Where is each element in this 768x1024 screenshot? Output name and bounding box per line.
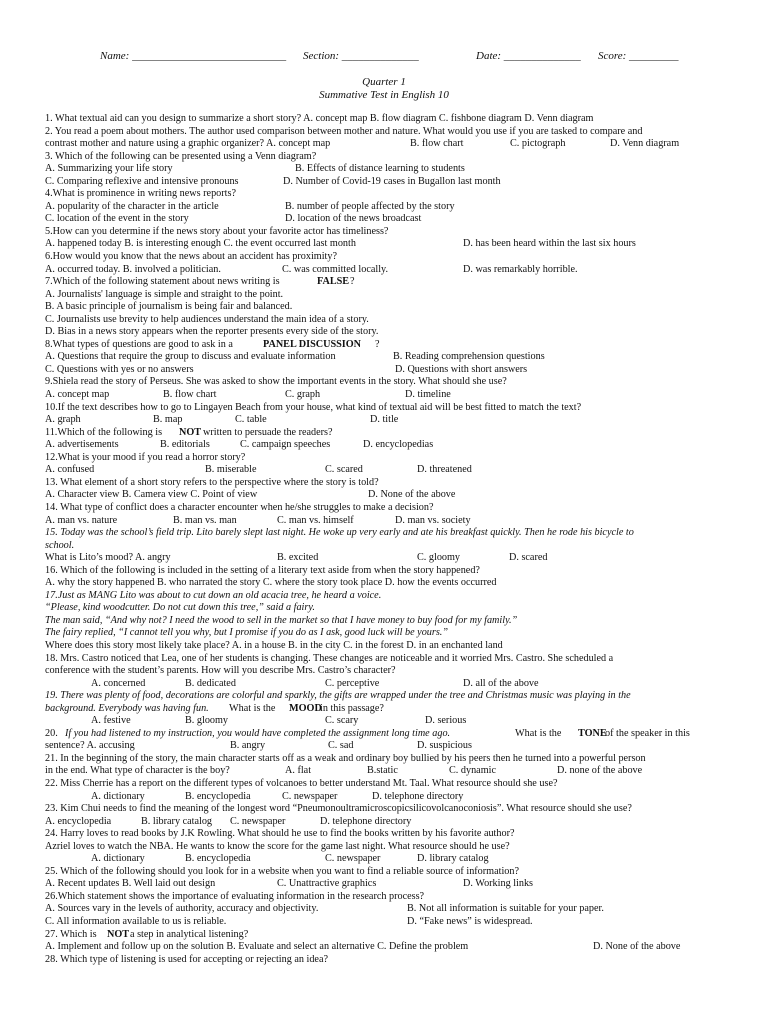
question-line <box>45 527 735 540</box>
line-text: What is the <box>515 727 562 739</box>
line-text: 4.What is prominence in writing news reports? <box>45 188 236 200</box>
line-text: TONE <box>578 727 607 739</box>
line-text: D. library catalog <box>417 853 489 865</box>
question-line <box>45 364 735 377</box>
question-line <box>45 326 735 339</box>
line-text: 12.What is your mood if you read a horror story? <box>45 451 246 463</box>
question-line <box>45 113 735 126</box>
line-text: B. angry <box>230 740 266 752</box>
line-text: ? <box>375 338 380 350</box>
line-text: B. man vs. man <box>173 514 237 526</box>
line-text: B. number of people affected by the story <box>285 200 455 212</box>
line-text: D. “Fake news” is widespread. <box>407 916 533 927</box>
question-line <box>45 941 735 954</box>
question-line <box>45 878 735 891</box>
question-line <box>45 703 735 716</box>
question-line <box>45 753 735 766</box>
line-text: 5.How can you determine if the news story about your favorite actor has timeliness? <box>45 225 389 237</box>
question-line <box>45 552 735 565</box>
line-text: D. Venn diagram <box>610 138 680 150</box>
line-text: D. man vs. society <box>395 514 471 526</box>
question-line <box>45 414 735 427</box>
question-line <box>45 841 735 854</box>
line-text: 26.Which statement shows the importance of evaluating information in the research process? <box>45 890 425 902</box>
line-text: ? <box>350 276 355 288</box>
line-text: D. telephone directory <box>320 815 412 827</box>
question-line <box>45 314 735 327</box>
question-line <box>45 615 735 628</box>
question-line <box>45 489 735 502</box>
line-text: B. library catalog <box>141 815 213 827</box>
line-text: background. Everybody was having fun. <box>45 702 209 714</box>
line-text: A. Journalists' language is simple and straight to the point. <box>45 288 284 300</box>
line-text: If you had listened to my instruction, you would have completed the assignment long time ago. <box>65 727 451 739</box>
line-text: A. dictionary <box>91 790 145 802</box>
line-text: D. location of the news broadcast <box>285 213 422 225</box>
line-text: D. timeline <box>405 389 451 401</box>
question-line <box>45 778 735 791</box>
line-text: A. confused <box>45 464 95 476</box>
line-text: B. flow chart <box>410 138 464 150</box>
question-line <box>45 816 735 829</box>
question-line <box>45 238 735 251</box>
question-line <box>45 577 735 590</box>
question-line <box>45 201 735 214</box>
question-line <box>45 627 735 640</box>
line-text: D. title <box>370 414 399 426</box>
line-text: A. Questions that require the group to discuss and evaluate information <box>45 351 336 363</box>
line-text: B. excited <box>277 552 319 564</box>
question-line <box>45 176 735 189</box>
line-text: C. man vs. himself <box>277 514 354 526</box>
line-text: D. None of the above <box>593 941 681 953</box>
line-text: A. Summarizing your life story <box>45 163 173 175</box>
line-text: C. sad <box>328 740 354 752</box>
question-line <box>45 653 735 666</box>
line-text: C. perceptive <box>325 677 380 689</box>
line-text: 22. Miss Cherrie has a report on the different types of volcanoes to better understand Mt. Taal. What resource should she use? <box>45 777 558 789</box>
line-text: B. Not all information is suitable for your paper. <box>407 903 604 915</box>
line-text: 14. What type of conflict does a character encounter when he/she struggles to make a decision? <box>45 501 434 513</box>
line-text: sentence? A. accusing <box>45 740 135 752</box>
section-field[interactable]: Section: ______________ <box>303 50 419 62</box>
line-text: C. scary <box>325 715 359 727</box>
line-text: D. threatened <box>417 464 472 476</box>
line-text: C. graph <box>285 389 321 401</box>
line-text: 24. Harry loves to read books by J.K Rowling. What should he use to find the books written by his favorite author? <box>45 828 515 840</box>
question-line <box>45 540 735 553</box>
line-text: in the end. What type of character is the boy? <box>45 765 230 777</box>
line-text: The man said, “And why not? I need the wood to sell in the market so that I have money to buy food for my family.” <box>45 614 518 626</box>
line-text: 1. What textual aid can you design to summarize a short story? A. concept map B. flow diagram C. fishbone diagram D. Venn diagram <box>45 113 594 124</box>
question-line <box>45 803 735 816</box>
line-text: B. gloomy <box>185 715 229 727</box>
question-line <box>45 590 735 603</box>
question-line <box>45 402 735 415</box>
student-info-header <box>0 50 768 64</box>
question-line <box>45 765 735 778</box>
line-text: D. Working links <box>463 878 534 890</box>
question-line <box>45 276 735 289</box>
line-text: 25. Which of the following should you look for in a website when you want to find a reliable source of information? <box>45 865 519 877</box>
line-text: A. man vs. nature <box>45 514 118 526</box>
line-text: D. all of the above <box>463 677 539 689</box>
line-text: A. happened today B. is interesting enough C. the event occurred last month <box>45 238 356 250</box>
question-line <box>45 464 735 477</box>
line-text: 27. Which is <box>45 928 97 940</box>
question-line <box>45 427 735 440</box>
line-text: MOOD <box>289 702 322 714</box>
question-line <box>45 954 735 967</box>
line-text: C. table <box>235 414 267 426</box>
line-text: 7.Which of the following statement about news writing is <box>45 276 280 288</box>
line-text: 6.How would you know that the news about an accident has proximity? <box>45 251 337 263</box>
line-text: 28. Which type of listening is used for accepting or rejecting an idea? <box>45 953 328 965</box>
question-line <box>45 502 735 515</box>
line-text: D. Questions with short answers <box>395 363 528 375</box>
line-text: C. Questions with yes or no answers <box>45 363 194 375</box>
question-line <box>45 665 735 678</box>
line-text: C. Comparing reflexive and intensive pronouns <box>45 175 239 187</box>
line-text: 9.Shiela read the story of Perseus. She was asked to show the important events in the story. What should she use? <box>45 376 507 388</box>
line-text: B. miserable <box>205 464 257 476</box>
question-line <box>45 678 735 691</box>
line-text: A. Sources vary in the levels of authority, accuracy and objectivity. <box>45 903 319 915</box>
question-line <box>45 715 735 728</box>
line-text: 13. What element of a short story refers to the perspective where the story is told? <box>45 476 379 488</box>
line-text: 20. <box>45 727 58 739</box>
date-field[interactable]: Date: ______________ <box>476 50 581 62</box>
test-questions <box>45 113 735 966</box>
line-text: B. Effects of distance learning to students <box>295 163 465 175</box>
line-text: B. dedicated <box>185 677 236 689</box>
line-text: A. festive <box>91 715 131 727</box>
line-text: C. was committed locally. <box>282 263 389 275</box>
line-text: A. advertisements <box>45 439 119 451</box>
line-text: 2. You read a poem about mothers. The author used comparison between mother and nature. What would you use if you are tasked to compare and <box>45 125 643 137</box>
question-line <box>45 565 735 578</box>
question-line <box>45 891 735 904</box>
line-text: C. gloomy <box>417 552 461 564</box>
line-text: D. has been heard within the last six hours <box>463 238 636 250</box>
line-text: C. dynamic <box>449 765 496 777</box>
line-text: C. Journalists use brevity to help audiences understand the main idea of a story. <box>45 313 369 325</box>
line-text: D. Bias in a news story appears when the reporter presents every side of the story. <box>45 326 379 338</box>
question-line <box>45 916 735 929</box>
line-text: in this passage? <box>320 702 384 714</box>
line-text: A. occurred today. B. involved a politician. <box>45 263 221 275</box>
line-text: C. newspaper <box>325 853 381 865</box>
line-text: D. suspicious <box>417 740 472 752</box>
score-field[interactable]: Score: _________ <box>598 50 679 62</box>
line-text: B. Reading comprehension questions <box>393 351 545 363</box>
line-text: PANEL DISCUSSION <box>263 338 362 350</box>
line-text: C. All information available to us is reliable. <box>45 916 227 927</box>
line-text: FALSE <box>317 276 350 288</box>
question-line <box>45 828 735 841</box>
line-text: 15. Today was the school’s field trip. Lito barely slept last night. He woke up very early and ate his breakfast quickly. Then he rode his bicycle to <box>45 527 634 539</box>
line-text: “Please, kind woodcutter. Do not cut down this tree,” said a fairy. <box>45 602 315 614</box>
question-line <box>45 690 735 703</box>
question-line <box>45 853 735 866</box>
line-text: B. encyclopedia <box>185 790 251 802</box>
line-text: A. flat <box>285 765 312 777</box>
question-line <box>45 339 735 352</box>
line-text: A. concerned <box>91 677 146 689</box>
line-text: 23. Kim Chui needs to find the meaning of the longest word “Pneumonoultramicroscopicsilicovolcanoconiosis”. What resource should she use? <box>45 803 632 815</box>
line-text: C. newspaper <box>230 815 286 827</box>
question-line <box>45 264 735 277</box>
line-text: B. A basic principle of journalism is being fair and balanced. <box>45 301 293 313</box>
line-text: A. encyclopedia <box>45 815 112 827</box>
line-text: contrast mother and nature using a graphic organizer? A. concept map <box>45 138 331 150</box>
line-text: A. popularity of the character in the article <box>45 200 219 212</box>
line-text: A. Implement and follow up on the solution B. Evaluate and select an alternative C. Define the problem <box>45 941 469 953</box>
line-text: The fairy replied, “I cannot tell you why, but I promise if you do as I ask, good luck will be yours.” <box>45 627 449 639</box>
line-text: A. graph <box>45 414 81 426</box>
line-text: B. map <box>153 414 183 426</box>
line-text: 11.Which of the following is <box>45 426 163 438</box>
line-text: D. none of the above <box>557 765 643 777</box>
line-text: C. location of the event in the story <box>45 213 189 225</box>
line-text: A. dictionary <box>91 853 145 865</box>
question-line <box>45 439 735 452</box>
line-text: D. encyclopedias <box>363 439 434 451</box>
line-text: 3. Which of the following can be presented using a Venn diagram? <box>45 150 317 162</box>
line-text: C. newspaper <box>282 790 338 802</box>
question-line <box>45 728 735 741</box>
line-text: D. was remarkably horrible. <box>463 263 578 275</box>
line-text: D. None of the above <box>368 489 456 501</box>
line-text: What is Lito’s mood? A. angry <box>45 552 171 564</box>
line-text: D. serious <box>425 715 467 727</box>
line-text: C. pictograph <box>510 138 566 150</box>
question-line <box>45 452 735 465</box>
line-text: What is the <box>229 702 276 714</box>
line-text: NOT <box>107 928 130 940</box>
question-line <box>45 289 735 302</box>
line-text: C. campaign speeches <box>240 439 331 451</box>
line-text: B. flow chart <box>163 389 217 401</box>
line-text: A. concept map <box>45 389 110 401</box>
line-text: D. Number of Covid-19 cases in Bugallon last month <box>283 175 501 187</box>
question-line <box>45 376 735 389</box>
question-line <box>45 791 735 804</box>
line-text: conference with the student’s parents. How will you describe Mrs. Castro’s character? <box>45 665 396 677</box>
line-text: A. Character view B. Camera view C. Point of view <box>45 489 258 501</box>
line-text: B. encyclopedia <box>185 853 251 865</box>
line-text: D. scared <box>509 552 548 564</box>
line-text: Azriel loves to watch the NBA. He wants to know the score for the game last night. What resource should he use? <box>45 840 510 852</box>
line-text: 8.What types of questions are good to ask in a <box>45 338 233 350</box>
question-line <box>45 126 735 139</box>
question-line <box>45 226 735 239</box>
line-text: 21. In the beginning of the story, the main character starts off as a weak and ordinary boy bullied by his peers then he turned into a powerful person <box>45 752 646 764</box>
line-text: 16. Which of the following is included in the setting of a literary text aside from when the story happened? <box>45 564 480 576</box>
line-text: of the speaker in this <box>605 727 690 739</box>
line-text: D. telephone directory <box>372 790 464 802</box>
quarter-title: Quarter 1 <box>362 76 406 88</box>
line-text: written to persuade the readers? <box>203 426 333 438</box>
question-line <box>45 188 735 201</box>
question-line <box>45 740 735 753</box>
line-text: C. Unattractive graphics <box>277 878 377 890</box>
line-text: B. editorials <box>160 439 210 451</box>
line-text: 10.If the text describes how to go to Lingayen Beach from your house, what kind of textual aid will be best fitted to match the text? <box>45 401 582 413</box>
line-text: school. <box>45 539 75 551</box>
question-line <box>45 866 735 879</box>
question-line <box>45 301 735 314</box>
question-line <box>45 929 735 942</box>
question-line <box>45 602 735 615</box>
line-text: 17.Just as MANG Lito was about to cut down an old acacia tree, he heard a voice. <box>45 589 382 601</box>
line-text: C. scared <box>325 464 363 476</box>
line-text: B.static <box>367 765 398 777</box>
line-text: A. Recent updates B. Well laid out design <box>45 878 216 890</box>
question-line <box>45 151 735 164</box>
question-line <box>45 477 735 490</box>
line-text: 18. Mrs. Castro noticed that Lea, one of her students is changing. These changes are noticeable and it worried Mrs. Castro. She scheduled a <box>45 652 614 664</box>
question-line <box>45 640 735 653</box>
test-title: Summative Test in English 10 <box>319 89 449 101</box>
line-text: A. why the story happened B. who narrated the story C. where the story took place D. how the events occurred <box>45 577 497 589</box>
question-line <box>45 903 735 916</box>
question-line <box>45 515 735 528</box>
question-line <box>45 163 735 176</box>
line-text: 19. There was plenty of food, decorations are colorful and sparkly, the gifts are wrapped under the tree and Christmas music was playing in the <box>45 690 631 702</box>
question-line <box>45 389 735 402</box>
line-text: NOT <box>179 426 202 438</box>
line-text: a step in analytical listening? <box>130 928 249 940</box>
question-line <box>45 251 735 264</box>
name-field[interactable]: Name: ____________________________ <box>100 50 287 62</box>
line-text: Where does this story most likely take place? A. in a house B. in the city C. in the forest D. in an enchanted land <box>45 639 503 651</box>
question-line <box>45 351 735 364</box>
question-line <box>45 138 735 151</box>
question-line <box>45 213 735 226</box>
